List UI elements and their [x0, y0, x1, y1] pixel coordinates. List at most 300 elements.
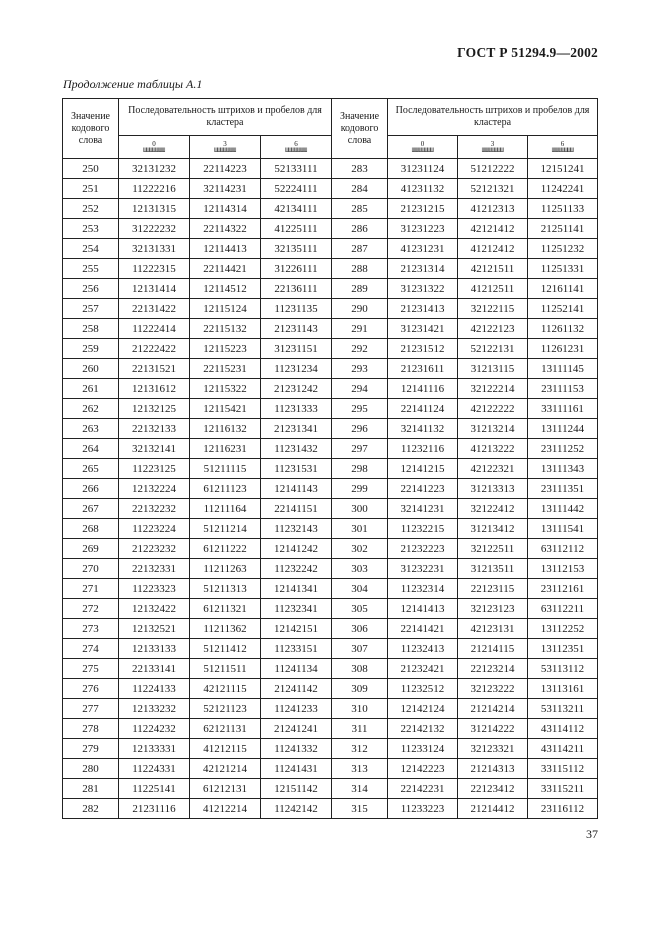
codeword-value: 255: [63, 259, 119, 279]
cluster-3-sequence: 22114421: [190, 259, 261, 279]
cluster-3-sequence: 32122214: [458, 379, 528, 399]
cluster-3-sequence: 22114322: [190, 219, 261, 239]
cluster-6-sequence: 13111343: [528, 459, 598, 479]
cluster-0-sequence: 32141231: [388, 499, 458, 519]
cluster-6-sequence: 32135111: [261, 239, 332, 259]
codeword-value: 266: [63, 479, 119, 499]
codeword-value: 271: [63, 579, 119, 599]
cluster-3-sequence: 12115223: [190, 339, 261, 359]
cluster-6-sequence: 31226111: [261, 259, 332, 279]
table-row: [63, 499, 598, 519]
cluster-6-sequence: 11251133: [528, 199, 598, 219]
cluster-3-sequence: 51211313: [190, 579, 261, 599]
codeword-value: 293: [332, 359, 388, 379]
codeword-value: 272: [63, 599, 119, 619]
codeword-value: 315: [332, 799, 388, 819]
cluster-0-sequence: 11232512: [388, 679, 458, 699]
cluster-header-3: 3 ШШШШШШШ: [190, 136, 261, 159]
cluster-6-sequence: 11232242: [261, 559, 332, 579]
cluster-0-sequence: 12131612: [119, 379, 190, 399]
codeword-value: 275: [63, 659, 119, 679]
cluster-0-sequence: 11232413: [388, 639, 458, 659]
cluster-6-sequence: 21231242: [261, 379, 332, 399]
codeword-value: 280: [63, 759, 119, 779]
cluster-0-sequence: 21223232: [119, 539, 190, 559]
codeword-value: 282: [63, 799, 119, 819]
codeword-value: 258: [63, 319, 119, 339]
cluster-3-sequence: 32122115: [458, 299, 528, 319]
codeword-value: 298: [332, 459, 388, 479]
cluster-3-sequence: 32114231: [190, 179, 261, 199]
cluster-6-sequence: 23111153: [528, 379, 598, 399]
cluster-3-sequence: 31213511: [458, 559, 528, 579]
table-row: [63, 799, 598, 819]
cluster-3-sequence: 42122222: [458, 399, 528, 419]
codeword-value: 283: [332, 159, 388, 179]
codeword-value: 257: [63, 299, 119, 319]
cluster-3-sequence: 32123321: [458, 739, 528, 759]
cluster-6-sequence: 13111244: [528, 419, 598, 439]
cluster-0-sequence: 32131232: [119, 159, 190, 179]
cluster-6-sequence: 21231143: [261, 319, 332, 339]
codeword-value: 288: [332, 259, 388, 279]
cluster-3-sequence: 21214115: [458, 639, 528, 659]
cluster-header-0: 0 ШШШШШШШ: [388, 136, 458, 159]
codeword-value: 276: [63, 679, 119, 699]
cluster-0-sequence: 21232421: [388, 659, 458, 679]
cluster-3-sequence: 32122412: [458, 499, 528, 519]
cluster-3-sequence: 12114314: [190, 199, 261, 219]
cluster-3-sequence: 12116132: [190, 419, 261, 439]
codeword-value: 303: [332, 559, 388, 579]
cluster-0-sequence: 22141223: [388, 479, 458, 499]
table-row: [63, 559, 598, 579]
codeword-value: 278: [63, 719, 119, 739]
sequence-column-header: Последовательность штрихов и пробелов для кластера: [119, 99, 332, 136]
cluster-0-sequence: 31231124: [388, 159, 458, 179]
codeword-value: 252: [63, 199, 119, 219]
codeword-value: 289: [332, 279, 388, 299]
table-row: [63, 659, 598, 679]
cluster-0-sequence: 12141215: [388, 459, 458, 479]
codeword-value: 290: [332, 299, 388, 319]
cluster-0-sequence: 11222315: [119, 259, 190, 279]
cluster-0-sequence: 22132133: [119, 419, 190, 439]
cluster-0-sequence: 21231413: [388, 299, 458, 319]
cluster-0-sequence: 22141124: [388, 399, 458, 419]
table-row: [63, 699, 598, 719]
cluster-3-sequence: 21214313: [458, 759, 528, 779]
codeword-value: 305: [332, 599, 388, 619]
cluster-6-sequence: 11232341: [261, 599, 332, 619]
cluster-3-sequence: 31213115: [458, 359, 528, 379]
table-row: [63, 379, 598, 399]
cluster-6-sequence: 11232143: [261, 519, 332, 539]
cluster-3-sequence: 41212412: [458, 239, 528, 259]
table-row: [63, 199, 598, 219]
cluster-0-sequence: 41231132: [388, 179, 458, 199]
cluster-3-sequence: 22123412: [458, 779, 528, 799]
cluster-0-sequence: 21222422: [119, 339, 190, 359]
cluster-header-6: 6 ШШШШШШШ: [528, 136, 598, 159]
table-row: [63, 159, 598, 179]
cluster-6-sequence: 11231234: [261, 359, 332, 379]
cluster-0-sequence: 31231223: [388, 219, 458, 239]
cluster-0-sequence: 22133141: [119, 659, 190, 679]
cluster-6-sequence: 53113211: [528, 699, 598, 719]
cluster-6-sequence: 21251141: [528, 219, 598, 239]
cluster-6-sequence: 12141341: [261, 579, 332, 599]
cluster-6-sequence: 11231432: [261, 439, 332, 459]
cluster-0-sequence: 31231421: [388, 319, 458, 339]
cluster-6-sequence: 43114112: [528, 719, 598, 739]
codeword-value: 268: [63, 519, 119, 539]
codeword-value: 314: [332, 779, 388, 799]
value-column-header: Значение кодового слова: [332, 99, 388, 159]
codeword-value: 297: [332, 439, 388, 459]
cluster-header-3: 3 ШШШШШШШ: [458, 136, 528, 159]
cluster-3-sequence: 21214412: [458, 799, 528, 819]
codeword-value: 269: [63, 539, 119, 559]
cluster-3-sequence: 22123115: [458, 579, 528, 599]
cluster-0-sequence: 22131521: [119, 359, 190, 379]
cluster-6-sequence: 13111442: [528, 499, 598, 519]
cluster-6-sequence: 52133111: [261, 159, 332, 179]
cluster-6-sequence: 11231531: [261, 459, 332, 479]
cluster-0-sequence: 41231231: [388, 239, 458, 259]
cluster-0-sequence: 11223224: [119, 519, 190, 539]
cluster-3-sequence: 62121131: [190, 719, 261, 739]
cluster-6-sequence: 33115211: [528, 779, 598, 799]
cluster-6-sequence: 21241241: [261, 719, 332, 739]
cluster-0-sequence: 11224232: [119, 719, 190, 739]
codeword-value: 250: [63, 159, 119, 179]
codeword-value: 286: [332, 219, 388, 239]
table-row: [63, 619, 598, 639]
cluster-0-sequence: 11232116: [388, 439, 458, 459]
cluster-3-sequence: 32122511: [458, 539, 528, 559]
cluster-0-sequence: 22132232: [119, 499, 190, 519]
table-row: [63, 359, 598, 379]
cluster-6-sequence: 11252141: [528, 299, 598, 319]
cluster-0-sequence: 21231512: [388, 339, 458, 359]
cluster-0-sequence: 12141413: [388, 599, 458, 619]
table-row: [63, 519, 598, 539]
cluster-6-sequence: 12151241: [528, 159, 598, 179]
codeword-value: 294: [332, 379, 388, 399]
cluster-0-sequence: 11232215: [388, 519, 458, 539]
cluster-6-sequence: 11251331: [528, 259, 598, 279]
cluster-3-sequence: 32123123: [458, 599, 528, 619]
standard-header: ГОСТ Р 51294.9—2002: [457, 45, 598, 60]
cluster-0-sequence: 31232231: [388, 559, 458, 579]
codeword-value: 291: [332, 319, 388, 339]
cluster-3-sequence: 52122131: [458, 339, 528, 359]
cluster-0-sequence: 21231215: [388, 199, 458, 219]
cluster-3-sequence: 61211222: [190, 539, 261, 559]
codeword-table: [62, 98, 598, 819]
cluster-6-sequence: 11251232: [528, 239, 598, 259]
table-row: [63, 479, 598, 499]
codeword-value: 253: [63, 219, 119, 239]
cluster-3-sequence: 12115322: [190, 379, 261, 399]
cluster-6-sequence: 12161141: [528, 279, 598, 299]
cluster-3-sequence: 41212313: [458, 199, 528, 219]
cluster-header-6: 6 ШШШШШШШ: [261, 136, 332, 159]
cluster-3-sequence: 52121321: [458, 179, 528, 199]
cluster-0-sequence: 11223323: [119, 579, 190, 599]
cluster-0-sequence: 11224331: [119, 759, 190, 779]
codeword-value: 287: [332, 239, 388, 259]
cluster-3-sequence: 31214222: [458, 719, 528, 739]
cluster-6-sequence: 12141242: [261, 539, 332, 559]
cluster-6-sequence: 13112351: [528, 639, 598, 659]
cluster-6-sequence: 63112211: [528, 599, 598, 619]
cluster-0-sequence: 11225141: [119, 779, 190, 799]
value-column-header: Значение кодового слова: [63, 99, 119, 159]
cluster-6-sequence: 23111351: [528, 479, 598, 499]
cluster-6-sequence: 12142151: [261, 619, 332, 639]
table-row: [63, 239, 598, 259]
table-row: [63, 539, 598, 559]
cluster-0-sequence: 21231611: [388, 359, 458, 379]
codeword-value: 265: [63, 459, 119, 479]
codeword-value: 263: [63, 419, 119, 439]
cluster-3-sequence: 42121412: [458, 219, 528, 239]
table-row: [63, 739, 598, 759]
cluster-6-sequence: 11261231: [528, 339, 598, 359]
cluster-6-sequence: 12141143: [261, 479, 332, 499]
table-row: [63, 319, 598, 339]
codeword-value: 281: [63, 779, 119, 799]
cluster-0-sequence: 32141132: [388, 419, 458, 439]
cluster-3-sequence: 51211412: [190, 639, 261, 659]
cluster-0-sequence: 12133331: [119, 739, 190, 759]
cluster-3-sequence: 41212511: [458, 279, 528, 299]
cluster-6-sequence: 11241332: [261, 739, 332, 759]
cluster-0-sequence: 21232223: [388, 539, 458, 559]
page-number: 37: [586, 827, 598, 841]
cluster-6-sequence: 23116112: [528, 799, 598, 819]
cluster-3-sequence: 51211115: [190, 459, 261, 479]
cluster-3-sequence: 52121123: [190, 699, 261, 719]
cluster-3-sequence: 31213412: [458, 519, 528, 539]
cluster-0-sequence: 12132521: [119, 619, 190, 639]
cluster-0-sequence: 12133232: [119, 699, 190, 719]
cluster-3-sequence: 51212222: [458, 159, 528, 179]
cluster-0-sequence: 11224133: [119, 679, 190, 699]
cluster-3-sequence: 22123214: [458, 659, 528, 679]
codeword-value: 304: [332, 579, 388, 599]
codeword-value: 311: [332, 719, 388, 739]
table-row: [63, 639, 598, 659]
codeword-value: 312: [332, 739, 388, 759]
cluster-3-sequence: 31213313: [458, 479, 528, 499]
cluster-6-sequence: 31231151: [261, 339, 332, 359]
cluster-3-sequence: 41212115: [190, 739, 261, 759]
cluster-0-sequence: 12132224: [119, 479, 190, 499]
codeword-value: 284: [332, 179, 388, 199]
cluster-0-sequence: 22131422: [119, 299, 190, 319]
cluster-3-sequence: 42121511: [458, 259, 528, 279]
table-row: [63, 339, 598, 359]
cluster-0-sequence: 21231116: [119, 799, 190, 819]
codeword-value: 292: [332, 339, 388, 359]
cluster-0-sequence: 22142231: [388, 779, 458, 799]
cluster-3-sequence: 41212214: [190, 799, 261, 819]
cluster-0-sequence: 31231322: [388, 279, 458, 299]
codeword-value: 256: [63, 279, 119, 299]
cluster-6-sequence: 11261132: [528, 319, 598, 339]
cluster-3-sequence: 12116231: [190, 439, 261, 459]
cluster-3-sequence: 22114223: [190, 159, 261, 179]
cluster-3-sequence: 42121115: [190, 679, 261, 699]
cluster-6-sequence: 13111145: [528, 359, 598, 379]
table-row: [63, 719, 598, 739]
cluster-0-sequence: 12142124: [388, 699, 458, 719]
cluster-6-sequence: 21241142: [261, 679, 332, 699]
table-row: [63, 299, 598, 319]
cluster-3-sequence: 42122321: [458, 459, 528, 479]
cluster-6-sequence: 42134111: [261, 199, 332, 219]
cluster-0-sequence: 11233223: [388, 799, 458, 819]
cluster-3-sequence: 12114512: [190, 279, 261, 299]
cluster-3-sequence: 42123131: [458, 619, 528, 639]
cluster-3-sequence: 32123222: [458, 679, 528, 699]
codeword-value: 277: [63, 699, 119, 719]
table-row: [63, 759, 598, 779]
codeword-value: 296: [332, 419, 388, 439]
cluster-0-sequence: 11223125: [119, 459, 190, 479]
cluster-0-sequence: 21231314: [388, 259, 458, 279]
cluster-0-sequence: 12131414: [119, 279, 190, 299]
cluster-0-sequence: 11222414: [119, 319, 190, 339]
codeword-value: 261: [63, 379, 119, 399]
cluster-0-sequence: 22141421: [388, 619, 458, 639]
cluster-3-sequence: 11211164: [190, 499, 261, 519]
cluster-0-sequence: 12142223: [388, 759, 458, 779]
cluster-0-sequence: 11232314: [388, 579, 458, 599]
cluster-6-sequence: 22141151: [261, 499, 332, 519]
cluster-6-sequence: 13112252: [528, 619, 598, 639]
cluster-6-sequence: 11231333: [261, 399, 332, 419]
codeword-value: 301: [332, 519, 388, 539]
codeword-value: 273: [63, 619, 119, 639]
cluster-3-sequence: 42121214: [190, 759, 261, 779]
codeword-value: 274: [63, 639, 119, 659]
codeword-value: 270: [63, 559, 119, 579]
cluster-0-sequence: 32131331: [119, 239, 190, 259]
codeword-value: 251: [63, 179, 119, 199]
codeword-value: 308: [332, 659, 388, 679]
table-row: [63, 439, 598, 459]
cluster-0-sequence: 12133133: [119, 639, 190, 659]
codeword-value: 259: [63, 339, 119, 359]
table-row: [63, 599, 598, 619]
cluster-6-sequence: 22136111: [261, 279, 332, 299]
cluster-0-sequence: 22132331: [119, 559, 190, 579]
codeword-value: 260: [63, 359, 119, 379]
cluster-6-sequence: 33111161: [528, 399, 598, 419]
cluster-3-sequence: 21214214: [458, 699, 528, 719]
table-row: [63, 459, 598, 479]
table-continuation-caption: Продолжение таблицы А.1: [63, 77, 203, 91]
cluster-3-sequence: 12115124: [190, 299, 261, 319]
codeword-value: 302: [332, 539, 388, 559]
table-row: [63, 419, 598, 439]
table-row: [63, 279, 598, 299]
codeword-value: 307: [332, 639, 388, 659]
codeword-value: 285: [332, 199, 388, 219]
cluster-6-sequence: 23111252: [528, 439, 598, 459]
cluster-0-sequence: 11222216: [119, 179, 190, 199]
cluster-0-sequence: 12132125: [119, 399, 190, 419]
cluster-0-sequence: 31222232: [119, 219, 190, 239]
cluster-3-sequence: 11211362: [190, 619, 261, 639]
codeword-value: 299: [332, 479, 388, 499]
cluster-3-sequence: 51211511: [190, 659, 261, 679]
cluster-6-sequence: 43114211: [528, 739, 598, 759]
cluster-6-sequence: 21231341: [261, 419, 332, 439]
codeword-value: 300: [332, 499, 388, 519]
cluster-3-sequence: 22115132: [190, 319, 261, 339]
cluster-0-sequence: 12141116: [388, 379, 458, 399]
cluster-6-sequence: 11242142: [261, 799, 332, 819]
cluster-3-sequence: 12115421: [190, 399, 261, 419]
table-row: [63, 179, 598, 199]
cluster-6-sequence: 13113161: [528, 679, 598, 699]
cluster-6-sequence: 11241134: [261, 659, 332, 679]
cluster-6-sequence: 12151142: [261, 779, 332, 799]
cluster-6-sequence: 13111541: [528, 519, 598, 539]
cluster-header-0: 0 ШШШШШШШ: [119, 136, 190, 159]
cluster-6-sequence: 11241233: [261, 699, 332, 719]
cluster-6-sequence: 11241431: [261, 759, 332, 779]
cluster-6-sequence: 63112112: [528, 539, 598, 559]
codeword-value: 254: [63, 239, 119, 259]
codeword-value: 262: [63, 399, 119, 419]
cluster-6-sequence: 11233151: [261, 639, 332, 659]
cluster-6-sequence: 11231135: [261, 299, 332, 319]
table-row: [63, 259, 598, 279]
table-row: [63, 679, 598, 699]
cluster-3-sequence: 51211214: [190, 519, 261, 539]
cluster-0-sequence: 12131315: [119, 199, 190, 219]
codeword-value: 295: [332, 399, 388, 419]
table-row: [63, 579, 598, 599]
cluster-3-sequence: 61211123: [190, 479, 261, 499]
codeword-value: 267: [63, 499, 119, 519]
cluster-6-sequence: 41225111: [261, 219, 332, 239]
cluster-3-sequence: 12114413: [190, 239, 261, 259]
table-row: [63, 779, 598, 799]
cluster-6-sequence: 13112153: [528, 559, 598, 579]
codeword-value: 310: [332, 699, 388, 719]
table-row: [63, 219, 598, 239]
cluster-6-sequence: 53113112: [528, 659, 598, 679]
cluster-6-sequence: 11242241: [528, 179, 598, 199]
cluster-6-sequence: 52224111: [261, 179, 332, 199]
codeword-value: 279: [63, 739, 119, 759]
cluster-3-sequence: 11211263: [190, 559, 261, 579]
codeword-value: 264: [63, 439, 119, 459]
cluster-0-sequence: 22142132: [388, 719, 458, 739]
codeword-value: 313: [332, 759, 388, 779]
cluster-3-sequence: 41213222: [458, 439, 528, 459]
codeword-value: 306: [332, 619, 388, 639]
sequence-column-header: Последовательность штрихов и пробелов для кластера: [388, 99, 598, 136]
cluster-3-sequence: 31213214: [458, 419, 528, 439]
